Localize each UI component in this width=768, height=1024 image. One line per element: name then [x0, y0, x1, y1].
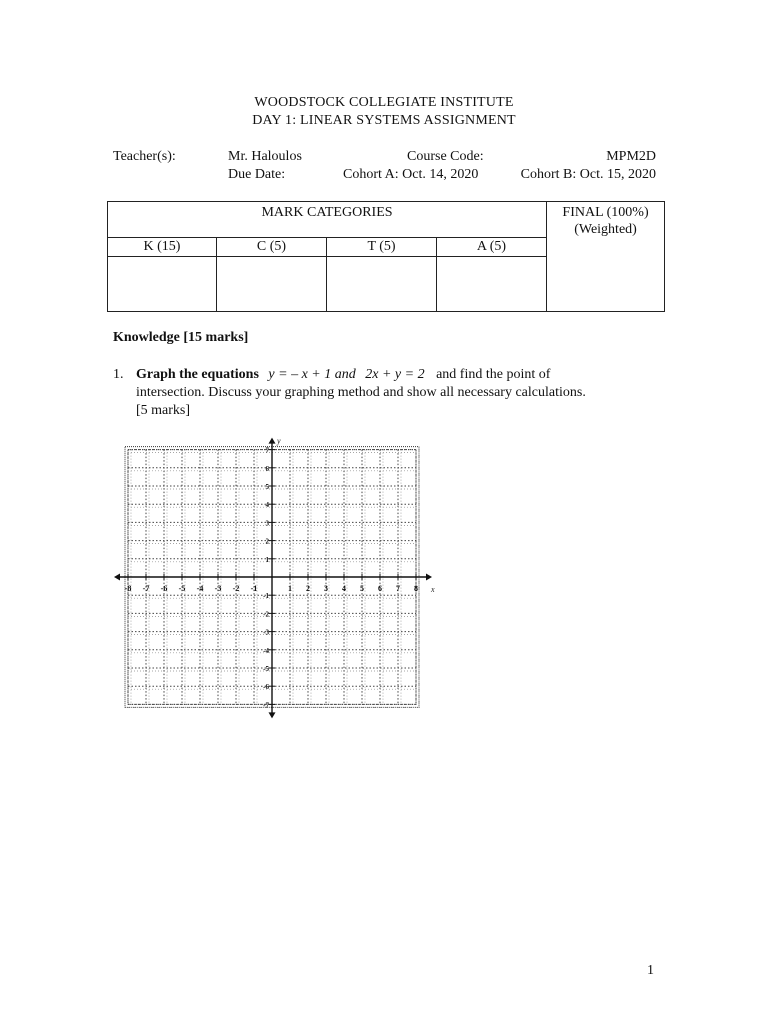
school-name: WOODSTOCK COLLEGIATE INSTITUTE: [254, 95, 514, 110]
x-axis-arrow-left: [114, 574, 120, 581]
x-tick-label: 2: [306, 584, 310, 593]
final-grade-cell: [547, 202, 665, 312]
y-tick-label: 4: [265, 501, 269, 510]
y-tick-label: -3: [263, 628, 269, 637]
x-tick-label: 4: [342, 584, 346, 593]
x-tick-label: -1: [250, 584, 258, 593]
x-tick-label: 3: [324, 584, 328, 593]
column-header-a: A (5): [437, 238, 547, 257]
x-tick-label: -7: [142, 584, 150, 593]
cohort-b-date: Cohort B: Oct. 15, 2020: [520, 167, 656, 182]
mark-cell-a: [437, 257, 547, 312]
y-tick-label: -1: [263, 592, 269, 601]
x-tick-label: -6: [160, 584, 168, 593]
mark-cell-t: [327, 257, 437, 312]
teacher-value: Mr. Haloulos: [228, 149, 302, 164]
column-header-k: K (15): [108, 238, 217, 257]
x-tick-label: 8: [414, 584, 418, 593]
due-date-label: Due Date:: [228, 167, 286, 182]
x-axis-arrow-right: [426, 574, 432, 581]
y-tick-label: -2: [263, 610, 269, 619]
x-tick-label: -5: [178, 584, 186, 593]
x-tick-label: 6: [378, 584, 382, 593]
question-marks: [5 marks]: [136, 403, 191, 418]
mark-categories-header: [108, 202, 547, 238]
final-label: FINAL (100%): [562, 205, 649, 220]
y-tick-label: 6: [265, 464, 269, 473]
column-header-c: C (5): [217, 238, 327, 257]
y-axis-arrow-down: [269, 712, 276, 718]
mark-categories-label: MARK CATEGORIES: [261, 205, 393, 220]
y-axis-label: y: [277, 436, 281, 446]
mark-categories-table: [107, 201, 665, 312]
x-axis-label: x: [431, 585, 435, 594]
question-lead: Graph the equations: [136, 367, 259, 382]
course-code-label: Course Code:: [407, 149, 484, 164]
y-tick-label: -6: [263, 683, 269, 692]
x-tick-label: -3: [214, 584, 222, 593]
teacher-label: Teacher(s):: [113, 149, 176, 164]
question-tail: and find the point of: [436, 367, 551, 382]
equation-2: 2x + y = 2: [365, 367, 425, 382]
x-tick-label: -4: [196, 584, 204, 593]
assignment-title: DAY 1: LINEAR SYSTEMS ASSIGNMENT: [252, 113, 516, 128]
y-tick-label: 5: [265, 483, 269, 491]
x-tick-label: 1: [288, 584, 292, 593]
x-tick-label: 7: [396, 584, 400, 593]
x-tick-label: 5: [360, 584, 364, 593]
y-tick-label: 3: [265, 519, 269, 528]
y-tick-label: -7: [263, 701, 269, 710]
section-title: Knowledge [15 marks]: [113, 330, 249, 345]
question-line-1: [136, 367, 550, 383]
equation-1: y = – x + 1 and: [268, 367, 356, 382]
y-tick-label: -4: [263, 646, 269, 655]
x-tick-label: -8: [124, 584, 132, 593]
coordinate-grid: [110, 436, 440, 721]
course-code-value: MPM2D: [606, 149, 656, 164]
x-tick-label: -2: [232, 584, 240, 593]
cohort-a-date: Cohort A: Oct. 14, 2020: [343, 167, 479, 182]
y-tick-label: 7: [265, 446, 269, 455]
y-tick-label: -5: [263, 665, 269, 673]
y-tick-label: 1: [265, 555, 269, 564]
question-line-2: intersection. Discuss your graphing method and show all necessary calculations.: [136, 385, 586, 400]
question-number: 1.: [113, 367, 124, 382]
column-header-t: T (5): [327, 238, 437, 257]
mark-cell-k: [108, 257, 217, 312]
y-tick-label: 2: [265, 537, 269, 546]
weighted-label: (Weighted): [574, 222, 637, 237]
page-number: 1: [647, 963, 654, 978]
axes: [114, 438, 432, 719]
y-axis-arrow-up: [269, 438, 276, 444]
mark-cell-c: [217, 257, 327, 312]
